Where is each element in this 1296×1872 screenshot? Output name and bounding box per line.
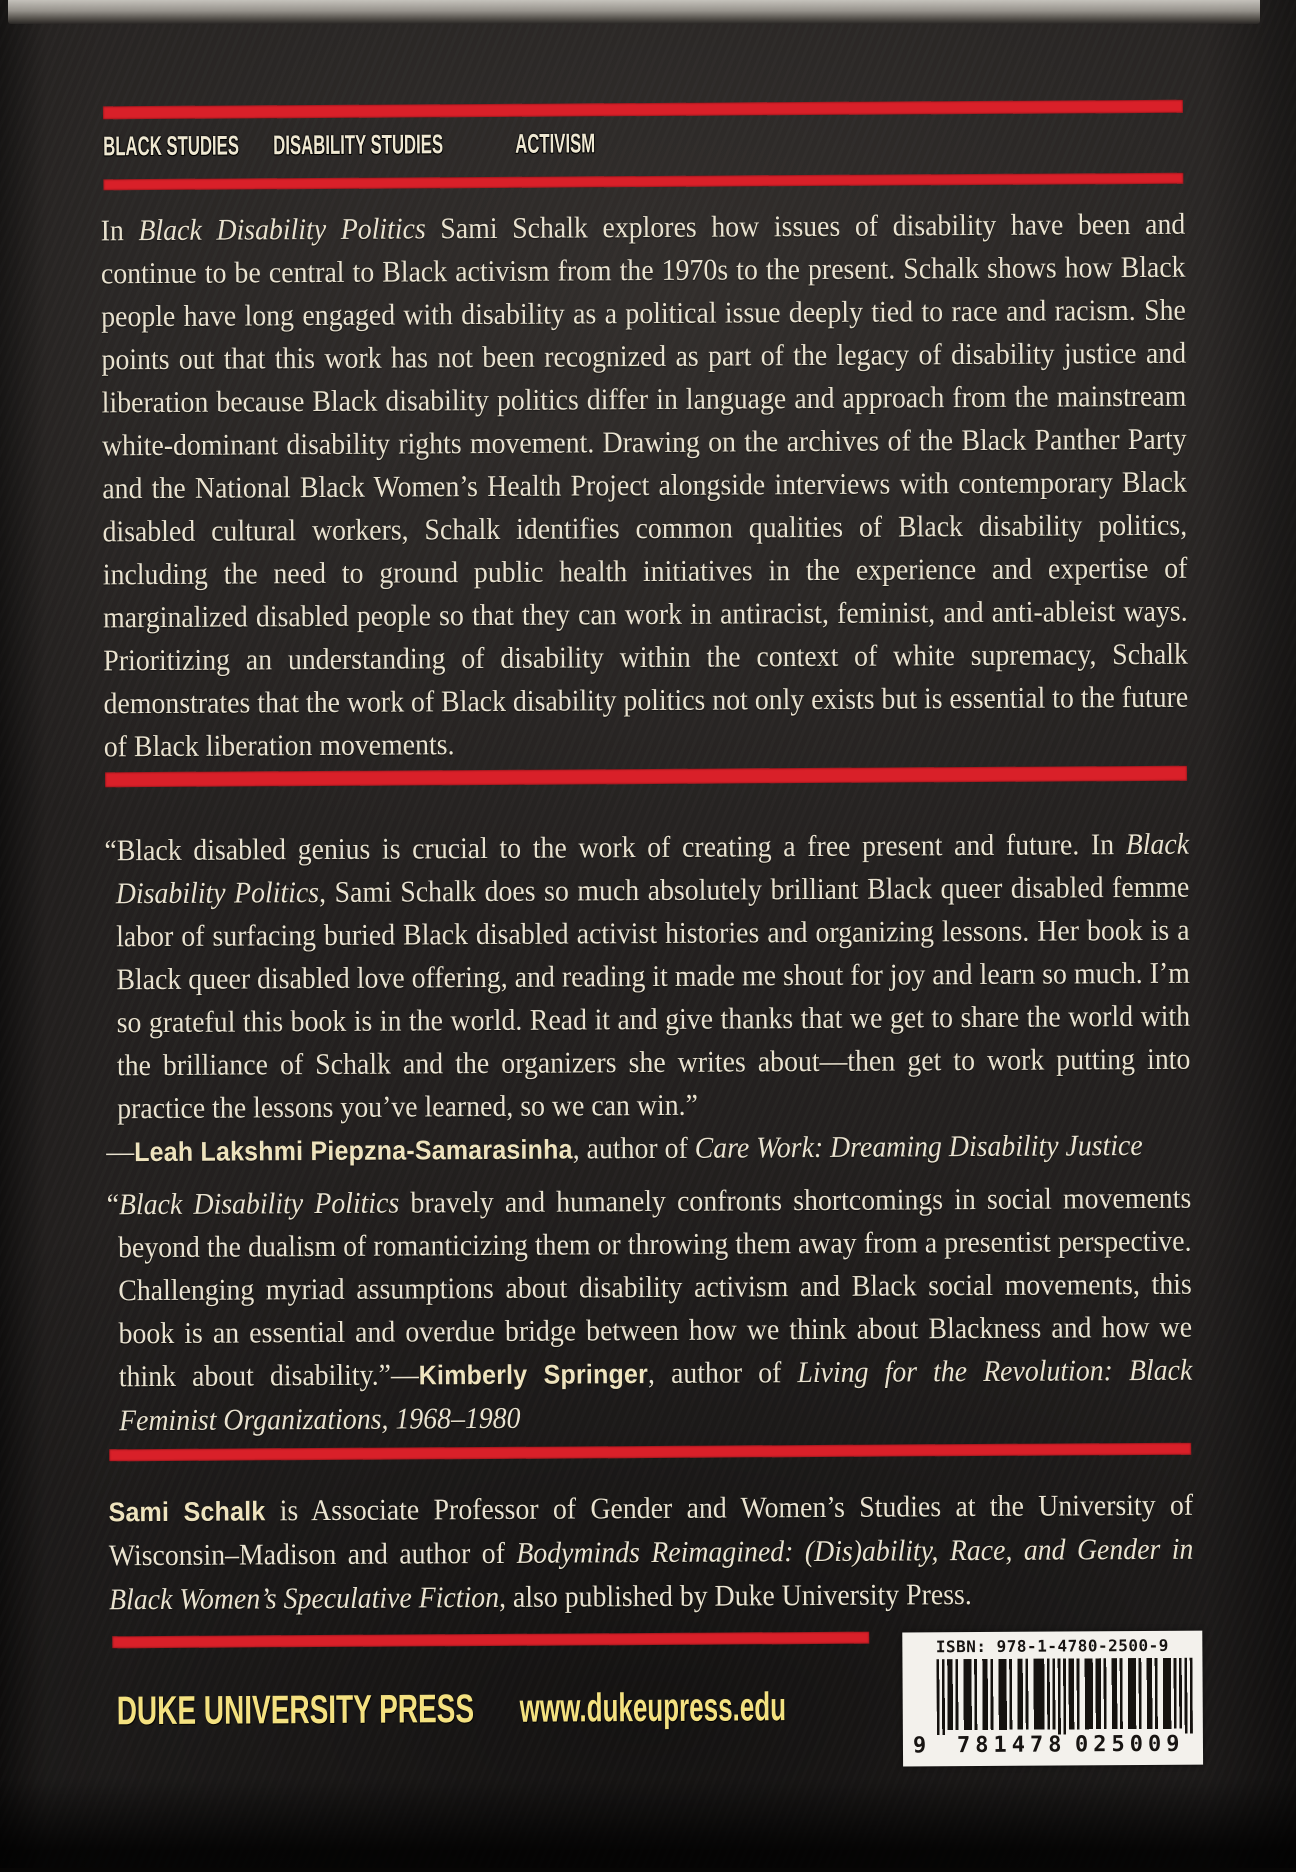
text-segment: — [106,1135,135,1169]
text-segment: bravely and humanely confronts shortcomings in social movements beyond the dualism of romanticizing them or throwing them away from a presentist perspective. Challenging myriad assumptions about disability activism and Black social movements, this book is an essential and overdue bridge between how we think about Blackness and how we think about disability.” [117,1181,1193,1394]
text-segment: , also published by Duke University Press. [498,1578,972,1614]
author-bio [108,1484,1193,1623]
review-quote-1 [104,823,1191,1175]
red-rule-footer [112,1632,869,1649]
text-segment: Care Work: Dreaming Disability Justice [694,1128,1143,1165]
text-segment: Leah Lakshmi Piepzna-Samarasinha [134,1134,573,1168]
barcode-icon [936,1658,1192,1736]
text-segment: Black Disability Politics [118,1186,400,1222]
text-segment: Black Disability Politics [115,827,1190,911]
category-list [0,124,1291,164]
category-label: BLACK STUDIES [103,130,240,162]
text-segment: , author of [647,1356,798,1391]
isbn-digit-group: 781478 [956,1732,1067,1759]
isbn-block [902,1631,1203,1767]
quote-1-text [104,823,1190,1131]
text-segment: Kimberly Springer [418,1359,649,1391]
text-segment: Sami Schalk [108,1496,266,1528]
text-segment: In [100,214,139,248]
text-segment: , Sami Schalk does so much absolutely brilliant Black queer disabled femme labor of surfacing buried Black disabled activist histories and organizing lessons. Her book is a Black queer disabled love offering, and reading it made me shout for joy and learn so much. I’m so grateful this book is in the world. Read it and give thanks that we get to share the world with the brilliance of Schalk and the organizers she writes about—then get to work putting into practice the lessons you’ve learned, so we can win.” [116,870,1191,1126]
text-segment: — [390,1358,419,1392]
quote-1-attribution [106,1124,1191,1175]
quote-2-text [107,1177,1193,1443]
text-segment: Bodyminds Reimagined: (Dis)ability, Race, and Gender in Black Women’s Speculative Fiction [108,1532,1194,1617]
text-segment: , author of [572,1131,695,1166]
red-rule-top [103,100,1183,120]
red-rule-below-categories [103,173,1183,191]
description-paragraph [101,203,1189,769]
red-rule-after-description [105,766,1187,788]
isbn-digit-group: 025009 [1074,1731,1185,1758]
text-segment: Black Disability Politics [138,212,426,248]
description-text [101,203,1189,769]
isbn-digit-group: 9 [912,1733,927,1759]
category-label: ACTIVISM [515,128,596,159]
red-rule-after-quotes [109,1443,1191,1462]
text-segment: “Black disabled genius is crucial to the work of creating a free present and future. In [104,828,1126,868]
text-segment: Sami Schalk explores how issues of disability have been and continue to be central to Black activism from the 1970s to the present. Schalk shows how Black people have long engaged with disability as a political issue deeply tied to race and racism. She points out that this work has not been recognized as part of the legacy of disability justice and liberation because Black disability politics differ in language and approach from the mainstream white-dominant disability rights movement. Drawing on the archives of the Black Panther Party and the National Black Women’s Health Project alongside interviews with contemporary Black disabled cultural workers, Schalk identifies common qualities of Black disability politics, including the need to ground public health initiatives in the experience and expertise of marginalized disabled people so that they can work in antiracist, feminist, and anti-ableist ways. Prioritizing an understanding of disability within the context of white supremacy, Schalk demonstrates that the work of Black disability politics not only exists but is essential to the future of Black liberation movements. [100,207,1189,764]
author-bio-text [108,1484,1193,1623]
text-segment: “ [106,1188,120,1222]
review-quote-2 [107,1177,1193,1443]
publisher-url: www.dukeupress.edu [519,1685,787,1731]
isbn-label: ISBN: 978-1-4780-2500-9 [935,1635,1169,1657]
category-label: DISABILITY STUDIES [273,129,444,161]
text-segment: Living for the Revolution: Black Feminist Organizations, 1968–1980 [118,1353,1193,1438]
publisher-name: DUKE UNIVERSITY PRESS [116,1687,475,1734]
text-segment: is Associate Professor of Gender and Women’s Studies at the University of Wisconsin–Madison and author of [108,1488,1194,1573]
